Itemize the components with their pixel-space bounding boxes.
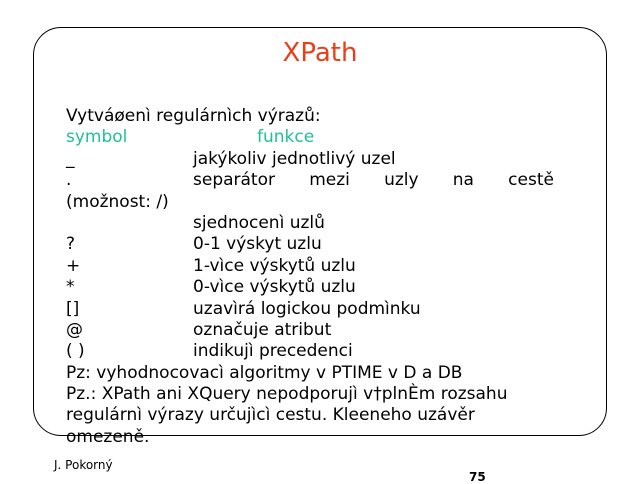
footer-author: J. Pokorný bbox=[54, 458, 113, 472]
slide-content bbox=[66, 106, 554, 448]
row-symbol: _ bbox=[66, 148, 75, 169]
row-description: indikujì precedenci bbox=[193, 341, 353, 362]
table-row bbox=[66, 213, 554, 234]
note-line: omezeně. bbox=[66, 426, 150, 447]
table-row bbox=[66, 299, 554, 320]
row-description: jakýkoliv jednotlivý uzel bbox=[193, 148, 396, 169]
table-row bbox=[66, 341, 554, 362]
row-symbol: [] bbox=[66, 298, 80, 319]
intro-text: Vytváøenì regulárnìch výrazů: bbox=[66, 106, 321, 126]
table-row bbox=[66, 277, 554, 298]
table-row bbox=[66, 149, 554, 170]
row-symbol: ( ) bbox=[66, 341, 85, 362]
row-continuation: (možnost: /) bbox=[66, 191, 169, 212]
note-line: Pz: vyhodnocovacì algoritmy v PTIME v D a DB bbox=[66, 362, 463, 383]
row-description: separátor mezi uzly na cestě bbox=[193, 170, 554, 191]
header-symbol: symbol bbox=[66, 127, 128, 148]
row-symbol: @ bbox=[66, 319, 83, 340]
row-symbol: + bbox=[66, 255, 81, 276]
slide-title: XPath bbox=[282, 38, 358, 68]
row-symbol: . bbox=[66, 170, 72, 191]
row-symbol bbox=[66, 213, 193, 234]
page-number: 75 bbox=[469, 470, 486, 484]
note-line: regulárnì výrazy určujìcì cestu. Kleeneho uzávěr bbox=[66, 405, 475, 426]
row-description: sjednocenì uzlů bbox=[193, 212, 325, 233]
row-description: označuje atribut bbox=[193, 319, 332, 340]
table-row bbox=[66, 234, 554, 255]
table-row bbox=[66, 320, 554, 341]
table-row bbox=[66, 170, 554, 191]
row-description: 0-1 výskyt uzlu bbox=[193, 234, 322, 255]
row-description: 1-vìce výskytů uzlu bbox=[193, 255, 356, 276]
note-line: Pz.: XPath ani XQuery nepodporujì v†plnÈm rozsahu bbox=[66, 384, 508, 405]
row-description: 0-vìce výskytů uzlu bbox=[193, 277, 356, 298]
table-header bbox=[66, 127, 554, 148]
row-description: uzavìrá logickou podmìnku bbox=[193, 298, 421, 319]
row-symbol: * bbox=[66, 277, 75, 298]
table-row bbox=[66, 256, 554, 277]
header-function: funkce bbox=[257, 127, 315, 148]
row-symbol: ? bbox=[66, 234, 76, 255]
